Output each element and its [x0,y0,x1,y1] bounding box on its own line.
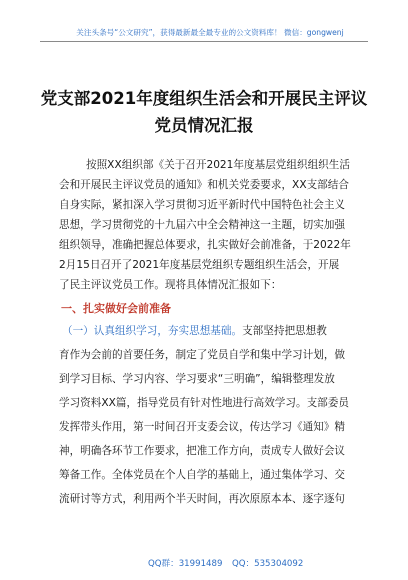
para1-line-4: 学习资料XX篇，指导党员有针对性地进行高效学习。支部委员 [59,397,349,409]
para1-line-5: 发挥带头作用，第一时间召开支委会议，传达学习《通知》精 [59,421,346,433]
intro-line-7: 了民主评议党员工作。现将具体情况汇报如下： [59,279,282,291]
para1-line-2: 育作为会前的首要任务，制定了党员自学和集中学习计划，做 [59,349,346,361]
para1-line-1 [62,326,358,337]
para1-lead: （一）认真组织学习，夯实思想基础。 [62,325,243,337]
para1-first-line-rest: 支部坚持把思想教 [242,325,327,337]
intro-line-1: 按照XX组织部《关于召开2021年度基层党组织组织生活 [86,159,350,171]
para1-line-3: 到学习目标、学习内容、学习要求“三明确”，编辑整理发放 [59,373,335,385]
section-heading-1: 一、扎实做好会前准备 [61,302,171,315]
para1-line-7: 筹备工作。全体党员在个人自学的基础上，通过集体学习、交 [59,469,346,481]
intro-line-2: 会和开展民主评议党员的通知》和机关党委要求，XX支部结合 [59,179,349,191]
document-title-line-1: 党支部2021年度组织生活会和开展民主评议 [40,89,368,108]
intro-line-4: 思想，学习贯彻党的十九届六中全会精神这一主题，切实加强 [59,219,346,231]
header-banner: 关注头条号“公文研究”，获得最新最全最专业的公文资料库！ 微信：gongwenj [76,28,344,37]
header-divider [40,41,368,42]
intro-line-5: 组织领导，准确把握总体要求，扎实做好会前准备，于2022年 [59,239,351,251]
intro-line-6: 2月15日召开了2021年度基层党组织专题组织生活会，开展 [59,259,340,271]
intro-line-3: 自身实际，紧扣深入学习贯彻习近平新时代中国特色社会主义 [59,199,346,211]
document-title-line-2: 党员情况汇报 [154,116,254,135]
footer-qq-group: QQ群：31991489 [148,559,223,569]
para1-line-6: 神，明确各环节工作要求，把准工作方向，责成专人做好会议 [59,445,346,457]
footer-qq-contact: QQ：535304092 [232,559,304,569]
para1-line-8: 流研讨等方式，利用两个半天时间，再次原原本本、逐字逐句 [59,493,346,505]
